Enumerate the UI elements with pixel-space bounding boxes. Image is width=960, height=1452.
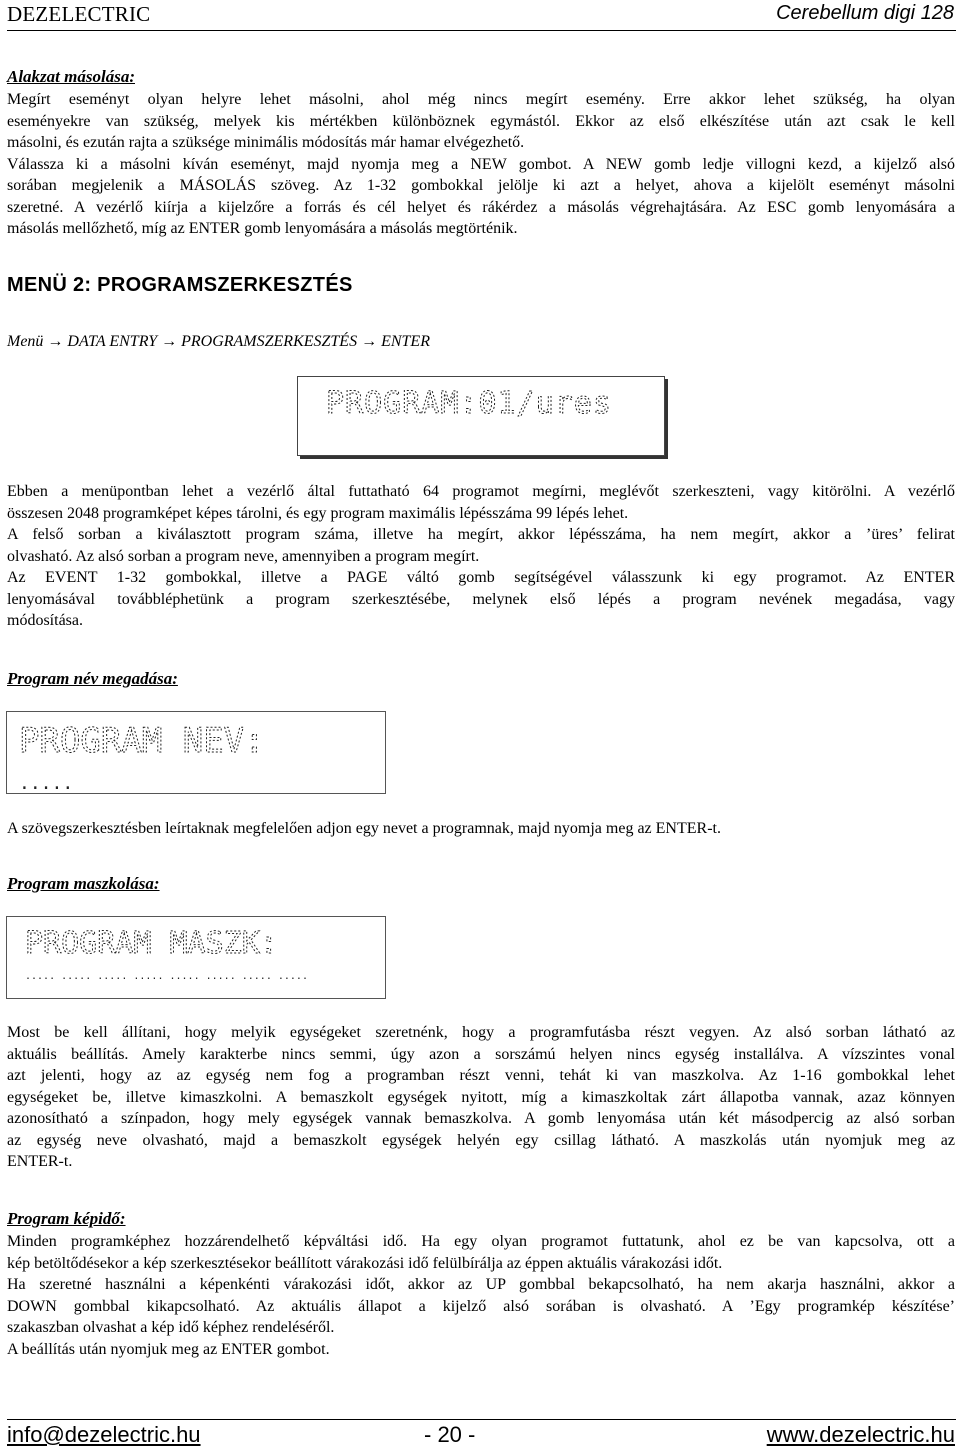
text-line: kép betöltődésekor a kép szerkesztésekor beállított várakozási idő felülbírálja az éppen aktuális várakozási időt. xyxy=(7,1254,723,1272)
page-header xyxy=(7,0,956,30)
text-line: szakaszban olvashat a kép idő képhez rendeléséről. xyxy=(7,1319,335,1336)
svg-text:PROGRAM MASZK:: PROGRAM MASZK: xyxy=(25,926,278,961)
menu-path: Menü → DATA ENTRY → PROGRAMSZERKESZTÉS → ENTER xyxy=(7,333,430,350)
text-line: ENTER-t. xyxy=(7,1153,73,1170)
text-line: sorában megjelenik a MÁSOLÁS szöveg. Az 1-32 gombokkal jelölje ki azt a helyet, ahova a kijelölt eseményt másolni xyxy=(7,177,955,194)
lcd-mask-text xyxy=(7,917,385,998)
text-line: Válassza ki a másolni kíván eseményt, majd nyomja meg a NEW gombot. A NEW gomb ledje villogni kezd, a kijelző alsó xyxy=(7,155,955,173)
footer-web-link[interactable]: www.dezelectric.hu xyxy=(766,1422,955,1447)
text-line: Minden programképhez hozzárendelhető képváltási idő. Ha egy olyan programot futtatunk, ahol ez be van kapcsolva, ott a xyxy=(7,1233,955,1250)
text-line: azt jelenti, hogy az az egység nem fog a programban részt venni, tehát ki van maszkolva. Az 1-16 gombokkal lehet xyxy=(7,1067,955,1084)
text-line: aktuális beállítás. Amely karakterbe nincs semmi, úgy azon a sorszámú helyen nincs egység installálva. A vízszintes vonal xyxy=(7,1045,955,1063)
lcd-name-text xyxy=(7,712,385,793)
header-brand: DEZELECTRIC xyxy=(7,2,151,26)
text-line: olvasható. Az alsó sorban a program neve, amennyiben a program megírt. xyxy=(7,547,480,565)
lcd-display-program xyxy=(297,376,665,456)
footer-email-link[interactable]: info@dezelectric.hu xyxy=(7,1422,201,1447)
alakzat-paragraph xyxy=(7,89,955,240)
header-product: Cerebellum digi 128 xyxy=(776,2,954,24)
text-line: módosítása. xyxy=(7,612,83,629)
svg-text:.....: ..... xyxy=(19,773,74,793)
text-line: Ha szeretné használni a képenkénti várakozási időt, akkor az UP gombbal bekapcsolható, ha nem akarja használni, akkor a xyxy=(7,1276,955,1293)
header-rule xyxy=(7,30,956,31)
text-line: Most be kell állítani, hogy melyik egységeket szeretnénk, hogy a programfutásba részt vegyen. Az alsó sorban látható az xyxy=(7,1024,955,1041)
section-title-nev: Program név megadása: xyxy=(7,669,178,688)
text-line: A beállítás után nyomjuk meg az ENTER gombot. xyxy=(7,1340,330,1358)
page-number: - 20 - xyxy=(424,1422,476,1447)
lcd-display-mask xyxy=(6,916,386,999)
section-title-maszk: Program maszkolása: xyxy=(7,874,160,893)
lcd-display-name xyxy=(6,711,386,794)
text-line: eseményekre van szükség, melyek kis mértékben különböznek egymástól. Ekkor az első elkészítése után azt csak le kell xyxy=(7,112,955,130)
text-line: A felső sorban a kiválasztott program száma, illetve ha megírt, akkor lépésszáma, ha nem megírt, akkor a ’üres’ felirat xyxy=(7,526,955,543)
section-title-alakzat: Alakzat másolása: xyxy=(7,67,135,86)
kepido-paragraph xyxy=(7,1231,955,1360)
lcd-program-text xyxy=(298,377,664,455)
text-line: szeretné. A vezérlő kiírja a kijelzőre a forrás és cél helyet és rákérdez a másolás végrehajtására. Az ESC gomb lenyomására a xyxy=(7,198,955,216)
text-line: egységeket be, illetve kimaszkolni. A bemaszkolt egységek nyitott, míg a kimaszkoltak zárt állapotba vannak, azaz könnyen xyxy=(7,1088,955,1106)
text-line: azonosítható a színpadon, hogy mely egységek vannak bemaszkolva. A gomb lenyomása után két másodpercig az alsó sorban xyxy=(7,1110,955,1127)
maszk-paragraph xyxy=(7,1022,955,1173)
text-line: másolás mellőzhető, míg az ENTER gomb lenyomására a másolás megtörténik. xyxy=(7,220,518,237)
menu2-paragraph xyxy=(7,481,955,632)
footer-rule xyxy=(7,1419,956,1420)
text-line: az egység neve olvasható, majd a bemaszkolt egységek helyén egy csillag látható. A maszkolás után nyomjuk meg az xyxy=(7,1131,955,1149)
section-title-kepido: Program képidő: xyxy=(7,1209,126,1228)
text-line: Ebben a menüpontban lehet a vezérlő által futtatható 64 programot megírni, meglévőt szerkeszteni, vagy kitörölni. A vezérlő xyxy=(7,483,955,500)
nev-paragraph: A szövegszerkesztésben leírtaknak megfelelően adjon egy nevet a programnak, majd nyomja meg az ENTER-t. xyxy=(7,820,721,837)
section-heading-menu2: MENÜ 2: PROGRAMSZERKESZTÉS xyxy=(7,274,353,296)
svg-text:PROGRAM NEV:: PROGRAM NEV: xyxy=(19,721,265,761)
text-line: összesen 2048 programképet képes tárolni, és egy program maximális lépésszáma 99 lépés lehet. xyxy=(7,504,629,522)
text-line: Az EVENT 1-32 gombokkal, illetve a PAGE váltó gomb segítségével válasszunk ki egy programot. Az ENTER xyxy=(7,569,955,586)
svg-text:..... ..... ..... ..... .....: ..... ..... ..... ..... ..... ..... ..... ..... xyxy=(25,971,308,982)
text-line: másolni, és ezután rajta a szüksége minimális módosítás már hamar elvégezhető. xyxy=(7,134,525,151)
svg-text:PROGRAM:01/ures: PROGRAM:01/ures xyxy=(326,386,612,421)
text-line: lenyomásával továbbléphetünk a program szerkesztésébe, melynek első lépés a program nevének megadása, vagy xyxy=(7,590,955,608)
text-line: DOWN gombbal kikapcsolható. Az aktuális állapot a kijelző alsó sorában is olvasható. A ’Egy programkép készítése’ xyxy=(7,1297,955,1315)
text-line: Megírt eseményt olyan helyre lehet másolni, ahol még nincs megírt esemény. Erre akkor lehet szükség, ha olyan xyxy=(7,91,955,108)
